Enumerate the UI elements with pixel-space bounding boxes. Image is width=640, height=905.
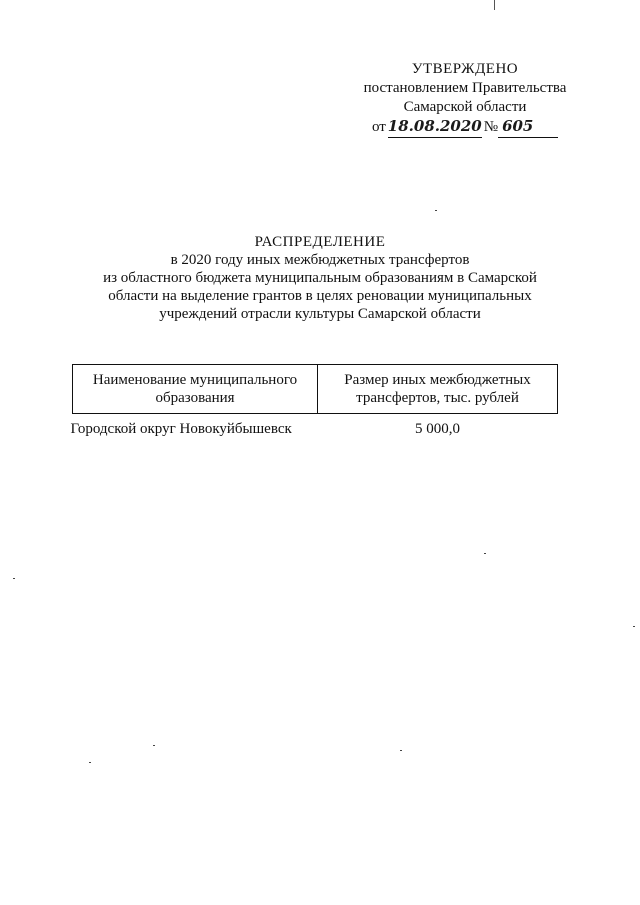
subtitle-line: учреждений отрасли культуры Самарской области xyxy=(159,306,481,322)
subtitle-line: в 2020 году иных межбюджетных трансфертов xyxy=(170,252,470,268)
municipality-name: Городской округ Новокуйбышевск xyxy=(70,421,292,437)
scan-speck xyxy=(633,626,635,627)
scan-speck xyxy=(484,553,486,554)
number-prefix: № xyxy=(483,119,499,135)
approval-stamp xyxy=(350,60,580,138)
table-header-row xyxy=(73,365,558,414)
table-row xyxy=(73,414,558,445)
approval-line-2: Самарской области xyxy=(403,99,527,115)
handwritten-date: 18.08.2020 xyxy=(387,117,482,135)
document-title-block xyxy=(60,233,580,323)
scan-speck xyxy=(435,210,437,211)
scan-speck xyxy=(13,578,15,579)
document-title: РАСПРЕДЕЛЕНИЕ xyxy=(254,234,386,250)
approval-line-1: постановлением Правительства xyxy=(363,80,567,96)
column-header-amount: Размер иных межбюджетных трансфертов, тыс. рублей xyxy=(318,365,558,414)
scan-speck xyxy=(400,750,402,751)
subtitle-line: из областного бюджета муниципальным образованиям в Самарской xyxy=(103,270,537,286)
scan-mark xyxy=(494,0,495,10)
column-header-municipality: Наименование муниципального образования xyxy=(73,365,318,414)
approval-date-line xyxy=(350,117,580,138)
scan-speck xyxy=(153,745,155,746)
transfer-amount: 5 000,0 xyxy=(415,421,460,437)
distribution-table xyxy=(72,364,558,444)
number-field xyxy=(498,117,558,138)
date-prefix: от xyxy=(371,119,386,135)
handwritten-number: 605 xyxy=(502,117,534,135)
subtitle-line: области на выделение грантов в целях реновации муниципальных xyxy=(108,288,532,304)
scan-speck xyxy=(89,762,91,763)
approval-heading: УТВЕРЖДЕНО xyxy=(411,61,519,77)
date-field xyxy=(388,117,482,138)
